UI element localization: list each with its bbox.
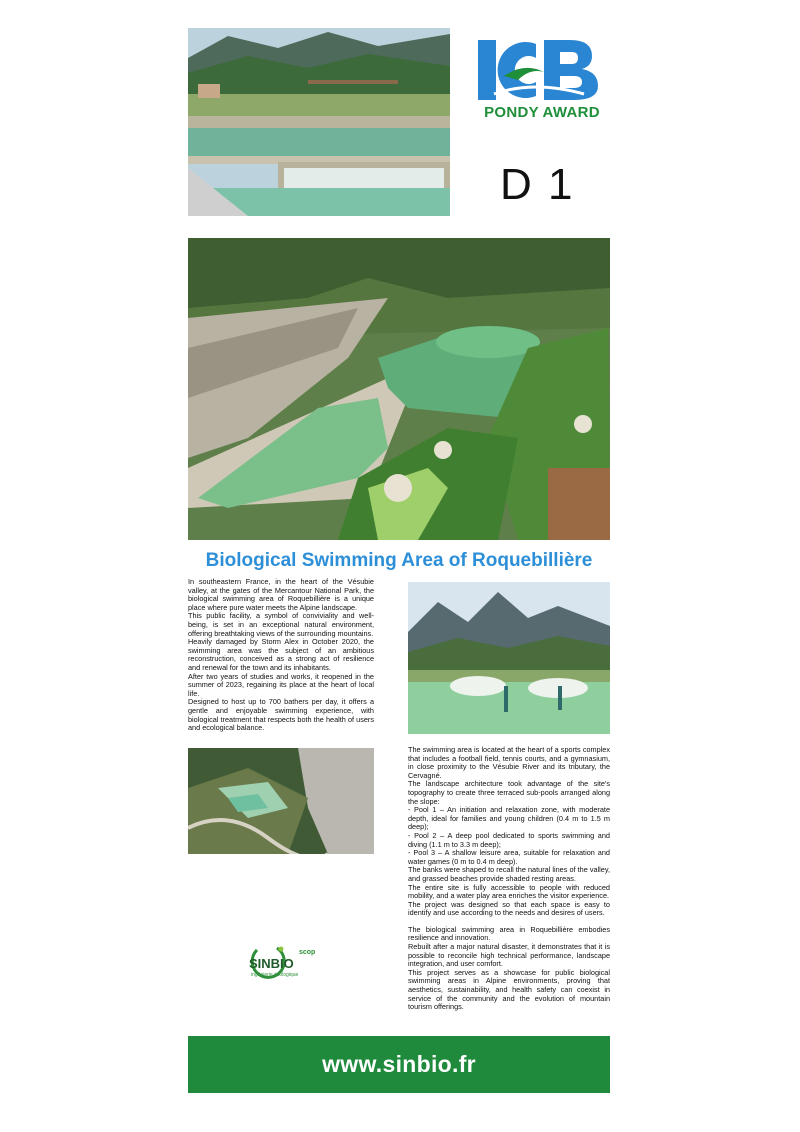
paragraph: - Pool 3 – A shallow leisure area, suitable for relaxation and water games (0 m to 0.4 m deep). <box>408 848 610 866</box>
sinbio-tagline: ingénierie écologique <box>251 972 299 978</box>
photo-pool-waterfalls <box>188 28 450 216</box>
sinbio-logo <box>247 944 317 980</box>
panel-code: D 1 <box>500 160 575 209</box>
photo-aerial-river <box>188 748 374 854</box>
website-link[interactable]: www.sinbio.fr <box>322 1051 476 1077</box>
sinbio-name: SINBIO <box>249 956 294 971</box>
paragraph: The landscape architecture took advantage of the site's topography to create three terraced sub-pools arranged along the slope: <box>408 779 610 806</box>
right-text-column <box>408 746 610 1012</box>
paragraph: Designed to host up to 700 bathers per day, it offers a gentle and enjoyable swimming experience, with biological treatment that respects both the health of users and ecological balance. <box>188 697 374 733</box>
paragraph: After two years of studies and works, it reopened in the summer of 2023, regaining its place at the heart of local life. <box>188 671 374 698</box>
award-name: PONDY AWARD <box>484 104 600 121</box>
page-title: Biological Swimming Area of Roquebillière <box>205 550 593 571</box>
paragraph: This project serves as a showcase for public biological swimming areas in Alpine environments, proving that aesthetics, sustainability, and health safety can coexist in service of the community and the evolution of mountain tourism offerings. <box>408 967 610 1012</box>
paragraph: Heavily damaged by Storm Alex in October 2020, the swimming area was the subject of an ambitious reconstruction, conceived as a strong act of resilience and renewal for the town and its inhabitants. <box>188 637 374 672</box>
paragraph: - Pool 1 – An initiation and relaxation zone, with moderate depth, ideal for families and young children (0.4 m to 1.5 m deep); <box>408 805 610 832</box>
paragraph: The banks were shaped to recall the natural lines of the valley, and grassed beaches provide shaded resting areas. <box>408 865 610 883</box>
paragraph: - Pool 2 – A deep pool dedicated to sports swimming and diving (1.1 m to 3.3 m deep); <box>408 830 610 849</box>
left-text-column <box>188 578 374 733</box>
pondy-award-logo <box>474 36 610 124</box>
sinbio-suffix: scop <box>299 949 316 956</box>
paragraph: This public facility, a symbol of conviviality and well-being, is set in an exceptional natural environment, offering breathtaking views of the surrounding mountains. <box>188 611 374 638</box>
paragraph: The swimming area is located at the heart of a sports complex that includes a football field, tennis courts, and a gymnasium, in close proximity to the Vésubie River and its tributary, the Cervagné. <box>408 745 610 780</box>
photo-aerial-pools <box>188 238 610 540</box>
paragraph: Rebuilt after a major natural disaster, it demonstrates that it is possible to reconcile high technical performance, landscape integration, and user comfort. <box>408 942 610 969</box>
photo-water-play-area <box>408 582 610 734</box>
paragraph: The project was designed so that each space is easy to identify and use according to the needs and desires of users. <box>408 899 610 918</box>
footer-band <box>188 1036 610 1093</box>
paragraph: The entire site is fully accessible to people with reduced mobility, and a water play area enriches the visitor experience. <box>408 882 610 901</box>
paragraph: The biological swimming area in Roquebillière embodies resilience and innovation. <box>408 924 610 943</box>
paragraph: In southeastern France, in the heart of the Vésubie valley, at the gates of the Mercantour National Park, the biological swimming area of Roquebillière is a unique place where pure water meets the Alpine landscape. <box>188 577 374 612</box>
